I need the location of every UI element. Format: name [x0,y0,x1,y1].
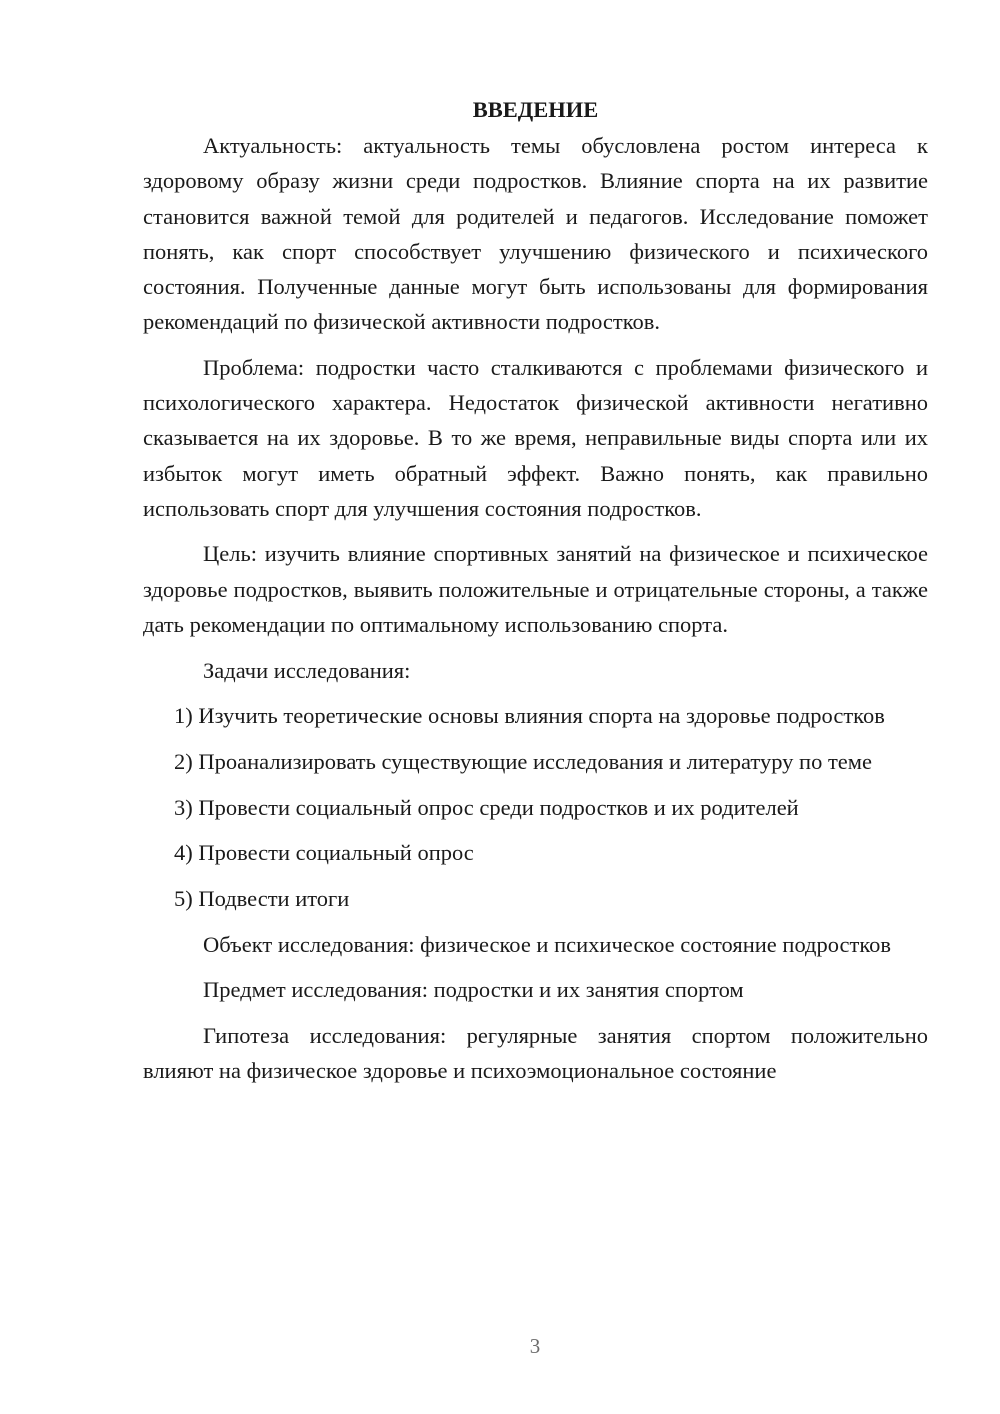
page-title: ВВЕДЕНИЕ [472,97,599,122]
hypothesis-paragraph: Гипотеза исследования: регулярные занятия спортом положительно влияют на физическое здоровье и психоэмоциональное состояние [143,1023,928,1084]
task-item-5: 5) Подвести итоги [174,886,350,912]
object-paragraph: Объект исследования: физическое и психическое состояние подростков [203,931,892,957]
problem-paragraph: Проблема: подростки часто сталкиваются с проблемами физического и психологического характера. Недостаток физической активности негативно сказывается на их здоровье. В то же время, неправильные виды спорта или их избыток могут иметь обратный эффект. Важно понять, как правильно использовать спорт для улучшения состояния подростков. [143,354,928,521]
page-number: 3 [529,1334,541,1358]
task-item-3: 3) Провести социальный опрос среди подростков и их родителей [174,794,799,820]
tasks-heading: Задачи исследования: [203,657,411,683]
relevance-paragraph: Актуальность: актуальность темы обусловлена ростом интереса к здоровому образу жизни среди подростков. Влияние спорта на их развитие становится важной темой для родителей и педагогов. Исследование поможет понять, как спорт способствует улучшению физического и психического состояния. Полученные данные могут быть использованы для формирования рекомендаций по физической активности подростков. [143,133,928,335]
task-item-1: 1) Изучить теоретические основы влияния спорта на здоровье подростков [174,703,885,729]
task-item-4: 4) Провести социальный опрос [174,840,474,866]
subject-paragraph: Предмет исследования: подростки и их занятия спортом [203,977,744,1003]
goal-paragraph: Цель: изучить влияние спортивных занятий на физическое и психическое здоровье подростков, выявить положительные и отрицательные стороны, а также дать рекомендации по оптимальному использованию спорта. [143,541,928,637]
document-body [143,92,928,1099]
task-item-2: 2) Проанализировать существующие исследования и литературу по теме [174,748,872,774]
